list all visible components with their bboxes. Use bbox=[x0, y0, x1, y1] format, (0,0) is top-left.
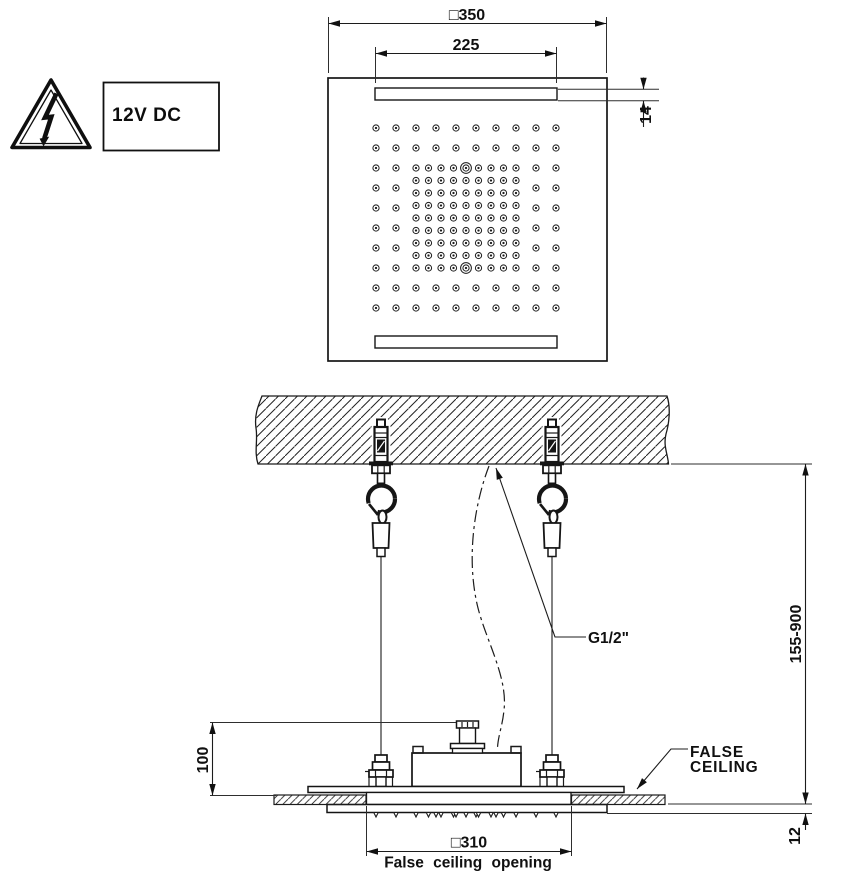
dim-slot-height-text: 14 bbox=[638, 106, 655, 124]
false-ceiling-label-line1: FALSE bbox=[690, 744, 744, 761]
dim-opening bbox=[367, 806, 572, 872]
dim-overall-width-text: □350 bbox=[448, 7, 486, 24]
head-flange bbox=[327, 805, 607, 813]
dim-drop-range-text: 155-900 bbox=[788, 604, 805, 664]
water-inlet-fitting bbox=[451, 721, 485, 753]
cable-gripper-right bbox=[536, 755, 564, 787]
head-body bbox=[367, 793, 572, 805]
dim-protrusion-text: 12 bbox=[787, 827, 804, 845]
voltage-label bbox=[104, 83, 220, 151]
dim-unit-height-text: 100 bbox=[195, 746, 212, 774]
ceiling-section bbox=[256, 396, 670, 464]
cable-gripper-left bbox=[365, 755, 393, 787]
voltage-label-text: 12V DC bbox=[112, 105, 182, 126]
shower-plate bbox=[328, 78, 607, 361]
flexible-hose bbox=[472, 466, 504, 748]
dim-protrusion bbox=[787, 814, 806, 845]
manifold-box bbox=[412, 753, 521, 787]
mounting-plate bbox=[308, 787, 624, 793]
connection-label-text: G1/2" bbox=[588, 630, 629, 647]
top-view bbox=[328, 7, 659, 361]
dim-slot-width-text: 225 bbox=[452, 37, 480, 54]
installation-view bbox=[195, 396, 812, 872]
false-ceiling-leader bbox=[637, 744, 758, 789]
connection-leader bbox=[496, 468, 629, 647]
false-ceiling-right bbox=[572, 795, 666, 805]
false-ceiling-left bbox=[274, 795, 366, 805]
top-slot bbox=[375, 88, 557, 100]
opening-label-text: False ceiling opening bbox=[384, 854, 552, 872]
high-voltage-warning-sign bbox=[12, 80, 90, 148]
dim-slot-width bbox=[376, 37, 557, 83]
dim-opening-text: □310 bbox=[450, 834, 488, 852]
false-ceiling-label-line2: CEILING bbox=[690, 759, 759, 776]
bottom-slot bbox=[375, 336, 557, 348]
